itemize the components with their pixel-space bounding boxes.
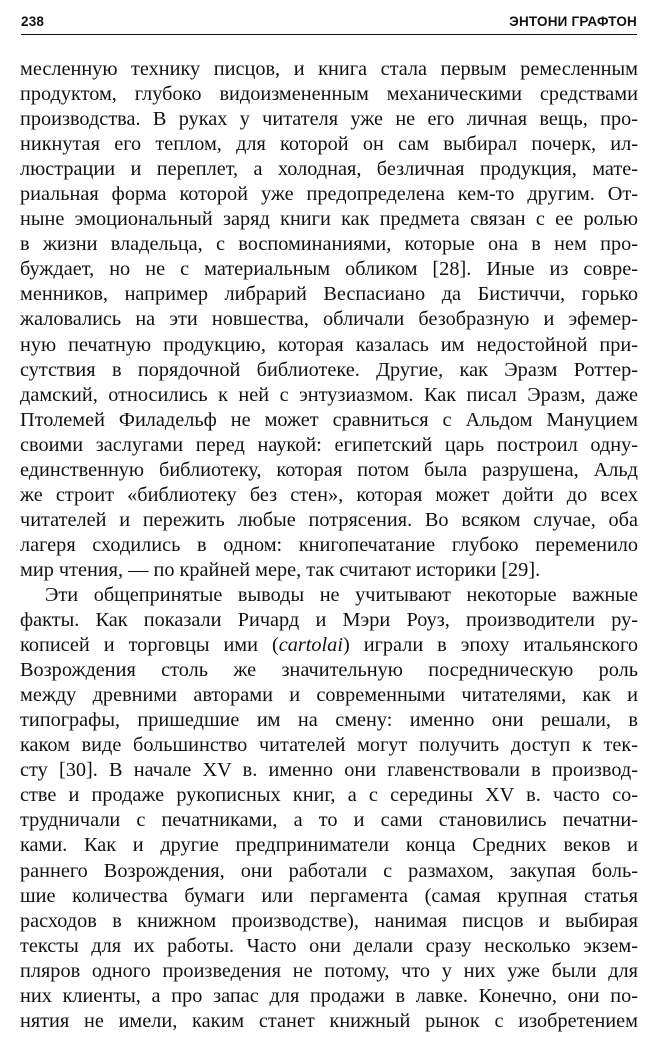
text-line: ныне эмоциональный заряд книги как предмета связан с ее ролью <box>20 208 638 231</box>
text-line: факты. Как показали Ричард и Мэри Роуз, производители ру- <box>20 609 638 632</box>
text-line: люстрации и переплет, а холодная, безличная продукция, мате- <box>20 158 638 181</box>
text-line: продуктом, глубоко видоизмененным механическими средствами <box>20 83 638 106</box>
text-line: сту [30]. В начале XV в. именно они главенствовали в производ- <box>20 759 638 782</box>
text-line: жаловались на эти новшества, обличали безобразную и эфемер- <box>20 308 638 331</box>
text-line: Эти общепринятые выводы не учитывают некоторые важные <box>45 583 638 606</box>
text-line: Птолемей Филадельф не может сравниться с Альдом Мануцием <box>20 408 638 431</box>
paragraph-2 <box>20 583 638 1034</box>
running-title: ЭНТОНИ ГРАФТОН <box>509 14 637 29</box>
text-line: между древними авторами и современными читателями, как и <box>20 684 638 707</box>
text-line: месленную технику писцов, и книга стала первым ремесленным <box>20 58 638 80</box>
text-line: единственную библиотеку, которая потом была разрушена, Альд <box>20 458 638 481</box>
text-line: своими заслугами перед наукой: египетский царь построил одну- <box>20 433 638 456</box>
text-line: сутствия в порядочной библиотеке. Другие, как Эразм Роттер- <box>20 358 638 381</box>
text-line: менников, например либрарий Веспасиано да Бистиччи, горько <box>20 283 638 306</box>
text-line: ную печатную продукцию, которая казалась им недостойной при- <box>20 333 638 356</box>
paragraph-1 <box>20 57 638 583</box>
text-line: читателей и пережить любые потрясения. Во всяком случае, оба <box>20 508 638 531</box>
running-head <box>21 12 637 35</box>
text-line: никнутая его теплом, для которой он сам выбирал почерк, ил- <box>20 133 638 156</box>
text-line: лагеря сходились в одном: книгопечатание глубоко переменило <box>20 533 638 556</box>
text-line: нятия не имели, каким станет книжный рынок с изобретением <box>20 1009 638 1032</box>
text-line: риальная форма которой уже предопределена кем-то другим. От- <box>20 183 638 206</box>
text-line: в жизни владельца, с воспоминаниями, которые она в нем про- <box>20 233 638 256</box>
text-line: раннего Возрождения, они работали с размахом, закупая боль- <box>20 859 638 882</box>
text-line: тексты для их работы. Часто они делали сразу несколько экзем- <box>20 934 638 957</box>
text-line: дамский, относились к ней с энтузиазмом. Как писал Эразм, даже <box>20 383 638 406</box>
page-number: 238 <box>21 14 45 29</box>
text-line: них клиенты, а про запас для продажи в лавке. Конечно, они по- <box>20 984 638 1007</box>
text-line: шие количества бумаги или пергамента (самая крупная статья <box>20 884 638 907</box>
text-line: типографы, пришедшие им на смену: именно они решали, в <box>20 709 638 732</box>
text-segment: ) играли в эпоху итальянского <box>342 634 638 657</box>
text-line: буждает, но не с материальным обликом [28]. Иные из совре- <box>20 258 638 281</box>
text-line: ками. Как и другие предприниматели конца Средних веков и <box>20 834 638 857</box>
text-line: производства. В руках у читателя уже не его личная вещь, про- <box>20 108 638 131</box>
text-line: же строит «библиотеку без стен», которая может дойти до всех <box>20 483 638 506</box>
text-line: трудничали с печатниками, а то и сами становились печатни- <box>20 809 638 832</box>
text-segment: кописей и торговцы ими ( <box>20 634 279 657</box>
italic-term: cartolai <box>278 634 343 657</box>
text-line: каком виде большинство читателей могут получить доступ к тек- <box>20 734 638 757</box>
text-line: Возрождения столь же значительную посредническую роль <box>20 659 638 682</box>
text-line: расходов в книжном производстве), нанимая писцов и выбирая <box>20 909 638 932</box>
body-text <box>20 57 638 1034</box>
text-line-with-italic <box>20 633 638 658</box>
text-line: мир чтения, — по крайней мере, так считают историки [29]. <box>20 558 541 581</box>
text-line: пляров одного произведения не потому, что у них уже были для <box>20 959 638 982</box>
text-line: стве и продаже рукописных книг, а с середины XV в. часто со- <box>20 784 638 807</box>
